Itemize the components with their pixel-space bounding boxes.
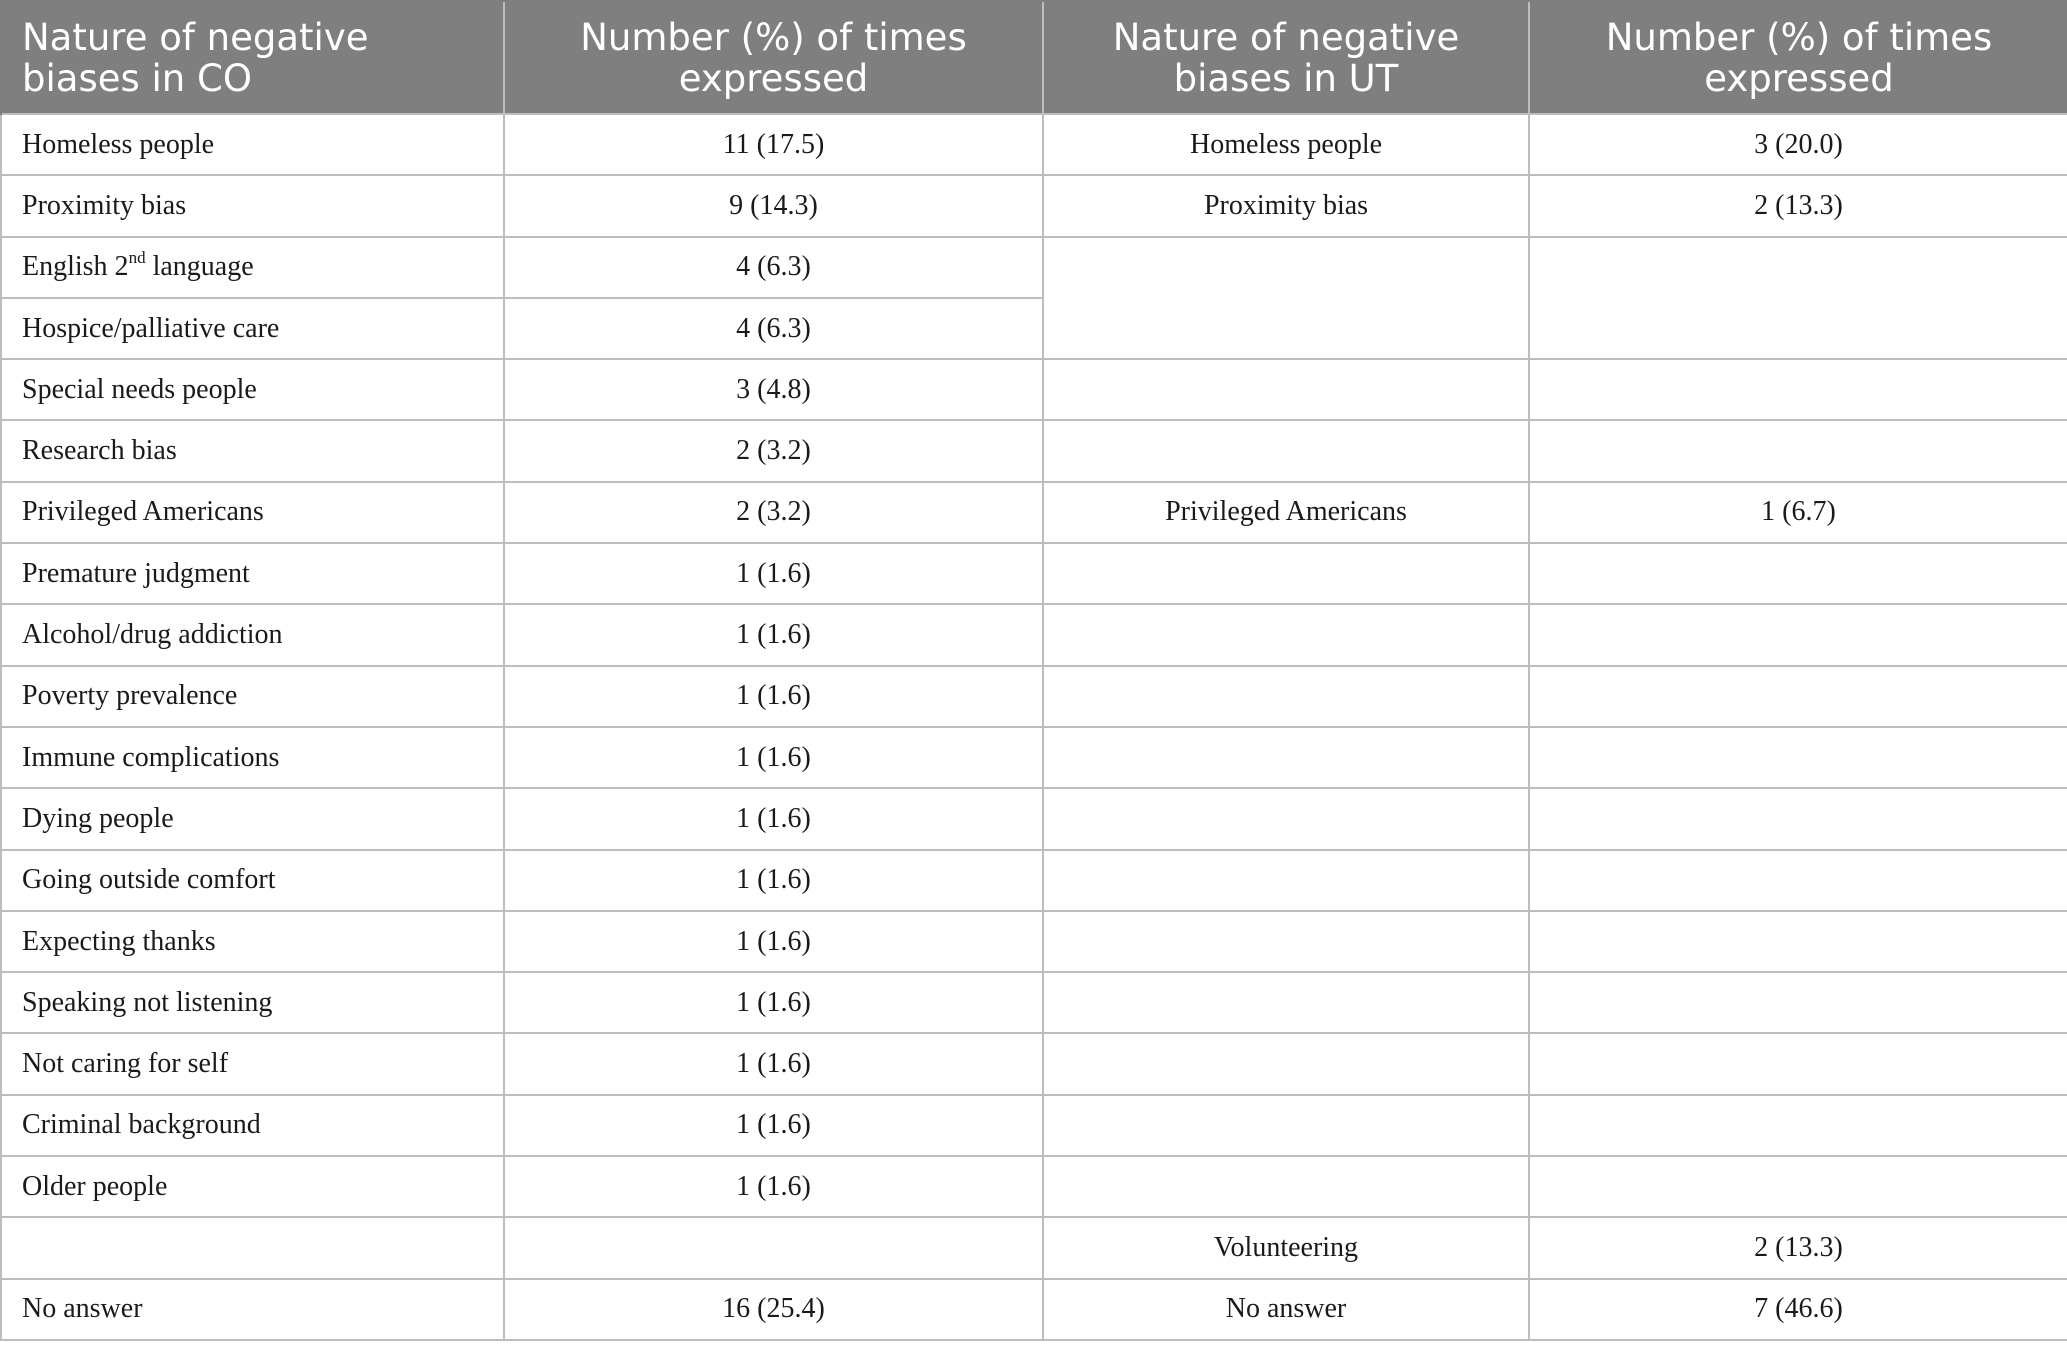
table-row (1, 1217, 2067, 1278)
co-count-cell: 1 (1.6) (504, 604, 1043, 665)
co-nature-cell: Privileged Americans (1, 482, 504, 543)
co-count-cell: 1 (1.6) (504, 543, 1043, 604)
co-nature-cell: Not caring for self (1, 1033, 504, 1094)
header-ut-nature: Nature of negative biases in UT (1043, 1, 1529, 114)
ut-nature-cell-merged (1043, 237, 1529, 360)
co-count-cell (504, 1217, 1043, 1278)
table-row (1, 1279, 2067, 1340)
co-count-cell: 9 (14.3) (504, 175, 1043, 236)
table-row (1, 666, 2067, 727)
co-nature-cell: No answer (1, 1279, 504, 1340)
co-count-cell: 2 (3.2) (504, 482, 1043, 543)
ut-count-cell (1529, 420, 2067, 481)
ut-count-cell (1529, 1033, 2067, 1094)
ut-nature-cell: No answer (1043, 1279, 1529, 1340)
co-nature-cell: Immune complications (1, 727, 504, 788)
table-row (1, 788, 2067, 849)
table-row (1, 604, 2067, 665)
ut-nature-cell (1043, 850, 1529, 911)
table-row (1, 972, 2067, 1033)
ut-count-cell: 1 (6.7) (1529, 482, 2067, 543)
co-nature-cell: Older people (1, 1156, 504, 1217)
co-count-cell: 1 (1.6) (504, 727, 1043, 788)
ut-nature-cell (1043, 666, 1529, 727)
ut-count-cell: 2 (13.3) (1529, 175, 2067, 236)
table-row (1, 114, 2067, 175)
table-row (1, 175, 2067, 236)
co-count-cell: 4 (6.3) (504, 298, 1043, 359)
co-count-cell: 1 (1.6) (504, 1033, 1043, 1094)
co-nature-cell (1, 1217, 504, 1278)
ut-count-cell: 2 (13.3) (1529, 1217, 2067, 1278)
table-row (1, 727, 2067, 788)
ut-nature-cell (1043, 788, 1529, 849)
co-count-cell: 2 (3.2) (504, 420, 1043, 481)
co-nature-text-tail: language (145, 251, 254, 283)
header-co-nature: Nature of negative biases in CO (1, 1, 504, 114)
ut-nature-cell (1043, 1095, 1529, 1156)
co-count-cell: 1 (1.6) (504, 1095, 1043, 1156)
table-row (1, 482, 2067, 543)
co-nature-cell: Speaking not listening (1, 972, 504, 1033)
superscript-text: nd (128, 247, 146, 267)
ut-nature-cell (1043, 604, 1529, 665)
table-row (1, 1156, 2067, 1217)
co-nature-cell: Special needs people (1, 359, 504, 420)
co-nature-cell: Research bias (1, 420, 504, 481)
header-ut-count: Number (%) of times expressed (1529, 1, 2067, 114)
ut-count-cell (1529, 1095, 2067, 1156)
co-count-cell: 1 (1.6) (504, 850, 1043, 911)
co-nature-cell: Premature judgment (1, 543, 504, 604)
ut-nature-cell (1043, 420, 1529, 481)
ut-nature-cell (1043, 1033, 1529, 1094)
co-count-cell: 16 (25.4) (504, 1279, 1043, 1340)
ut-count-cell (1529, 788, 2067, 849)
ut-count-cell (1529, 972, 2067, 1033)
co-nature-cell: Poverty prevalence (1, 666, 504, 727)
co-nature-text: English 2 (22, 251, 129, 283)
table-row (1, 911, 2067, 972)
co-count-cell: 1 (1.6) (504, 911, 1043, 972)
header-co-count: Number (%) of times expressed (504, 1, 1043, 114)
ut-nature-cell: Volunteering (1043, 1217, 1529, 1278)
co-nature-cell (1, 237, 504, 298)
co-nature-cell: Homeless people (1, 114, 504, 175)
table-row (1, 359, 2067, 420)
table-row (1, 420, 2067, 481)
ut-nature-cell: Proximity bias (1043, 175, 1529, 236)
ut-count-cell (1529, 359, 2067, 420)
ut-nature-cell: Homeless people (1043, 114, 1529, 175)
co-nature-cell: Alcohol/drug addiction (1, 604, 504, 665)
co-nature-cell: Proximity bias (1, 175, 504, 236)
co-count-cell: 3 (4.8) (504, 359, 1043, 420)
ut-count-cell (1529, 543, 2067, 604)
co-count-cell: 4 (6.3) (504, 237, 1043, 298)
ut-nature-cell (1043, 1156, 1529, 1217)
ut-nature-cell (1043, 543, 1529, 604)
ut-count-cell (1529, 850, 2067, 911)
table-row (1, 1095, 2067, 1156)
co-count-cell: 1 (1.6) (504, 788, 1043, 849)
ut-nature-cell (1043, 911, 1529, 972)
ut-count-cell: 7 (46.6) (1529, 1279, 2067, 1340)
table-header-row (1, 1, 2067, 114)
table-row (1, 1033, 2067, 1094)
ut-nature-cell (1043, 727, 1529, 788)
co-nature-cell: Criminal background (1, 1095, 504, 1156)
co-nature-cell: Dying people (1, 788, 504, 849)
table-row (1, 237, 2067, 298)
ut-count-cell (1529, 911, 2067, 972)
ut-count-cell-merged (1529, 237, 2067, 360)
table-row (1, 850, 2067, 911)
ut-count-cell (1529, 727, 2067, 788)
table-row (1, 543, 2067, 604)
ut-count-cell (1529, 1156, 2067, 1217)
co-nature-cell: Expecting thanks (1, 911, 504, 972)
ut-nature-cell (1043, 972, 1529, 1033)
co-nature-cell: Going outside comfort (1, 850, 504, 911)
ut-nature-cell (1043, 359, 1529, 420)
co-count-cell: 1 (1.6) (504, 666, 1043, 727)
co-count-cell: 1 (1.6) (504, 1156, 1043, 1217)
ut-count-cell (1529, 666, 2067, 727)
co-count-cell: 1 (1.6) (504, 972, 1043, 1033)
ut-count-cell (1529, 604, 2067, 665)
co-nature-cell: Hospice/palliative care (1, 298, 504, 359)
ut-nature-cell: Privileged Americans (1043, 482, 1529, 543)
co-count-cell: 11 (17.5) (504, 114, 1043, 175)
ut-count-cell: 3 (20.0) (1529, 114, 2067, 175)
